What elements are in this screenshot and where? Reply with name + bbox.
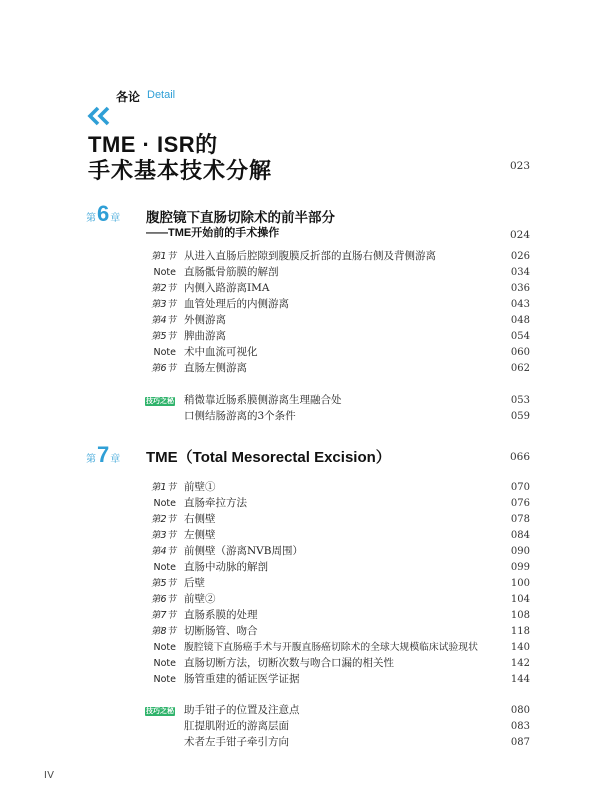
toc-row[interactable]: 第1节 从进入直肠后腔隙到腹膜反折部的直肠右侧及背侧游离 026 [150, 250, 530, 262]
tips-badge: 技巧之秘 [146, 707, 174, 715]
chapter-6-title[interactable]: 腹腔镜下直肠切除术的前半部分 [146, 210, 335, 225]
toc-row[interactable]: 第3节 血管处理后的内侧游离 043 [150, 298, 530, 310]
toc-row[interactable]: 第5节 后壁 100 [150, 577, 530, 589]
chapter-6-page: 024 [509, 229, 530, 241]
detail-label: Detail [147, 89, 176, 101]
toc-row[interactable]: Note 腹腔镜下直肠癌手术与开腹直肠癌切除术的全球大规模临床试验现状 140 [153, 642, 530, 653]
toc-row[interactable]: 第4节 外侧游离 048 [150, 314, 530, 326]
toc-row[interactable]: 第4节 前侧壁（游离NVB周围） 090 [150, 545, 530, 557]
tips-row[interactable]: 肛提肌附近的游离层面 083 [184, 720, 530, 732]
toc-row[interactable]: 第2节 内侧入路游离IMA 036 [150, 282, 530, 294]
tips-row[interactable]: 口侧结肠游离的3个条件 059 [184, 410, 530, 422]
page-title-line1: TME · ISR的 [88, 132, 218, 157]
chapter-7-page: 066 [509, 451, 530, 463]
section-label: 各论 [116, 90, 141, 104]
tips-row[interactable]: 助手钳子的位置及注意点 080 [184, 704, 530, 716]
toc-row[interactable]: 第3节 左侧壁 084 [150, 529, 530, 541]
tips-row[interactable]: 稍微靠近肠系膜侧游离生理融合处 053 [184, 394, 530, 406]
toc-row[interactable]: 第5节 脾曲游离 054 [150, 330, 530, 342]
double-chevron-left-icon [86, 106, 112, 126]
toc-row[interactable]: Note 直肠骶骨筋膜的解剖 034 [153, 266, 530, 278]
chapter-7-number: 第7章 [86, 442, 121, 467]
page-title-line2: 手术基本技术分解 [88, 158, 273, 183]
chapter-6-number: 第6章 [86, 201, 121, 226]
toc-row[interactable]: 第8节 切断肠管、吻合 118 [150, 625, 530, 637]
toc-row[interactable]: 第7节 直肠系膜的处理 108 [150, 609, 530, 621]
page-number-roman: IV [44, 770, 55, 781]
toc-row[interactable]: 第6节 前壁② 104 [150, 593, 530, 605]
tips-badge: 技巧之秘 [146, 397, 174, 405]
chapter-6-subtitle: ——TME开始前的手术操作 [146, 227, 280, 239]
toc-row[interactable]: 第2节 右侧壁 078 [150, 513, 530, 525]
tips-row[interactable]: 术者左手钳子牵引方向 087 [184, 736, 530, 748]
toc-row[interactable]: 第1节 前壁① 070 [150, 481, 530, 493]
chapter-7-title[interactable]: TME（Total Mesorectal Excision） [146, 449, 391, 466]
toc-row[interactable]: 第6节 直肠左侧游离 062 [150, 362, 530, 374]
toc-row[interactable]: Note 直肠切断方法，切断次数与吻合口漏的相关性 142 [153, 657, 530, 669]
page-title-page-number: 023 [509, 160, 530, 172]
toc-row[interactable]: Note 术中血流可视化 060 [153, 346, 530, 358]
toc-row[interactable]: Note 直肠牵拉方法 076 [153, 497, 530, 509]
toc-row[interactable]: Note 肠管重建的循证医学证据 144 [153, 673, 530, 685]
toc-row[interactable]: Note 直肠中动脉的解剖 099 [153, 561, 530, 573]
